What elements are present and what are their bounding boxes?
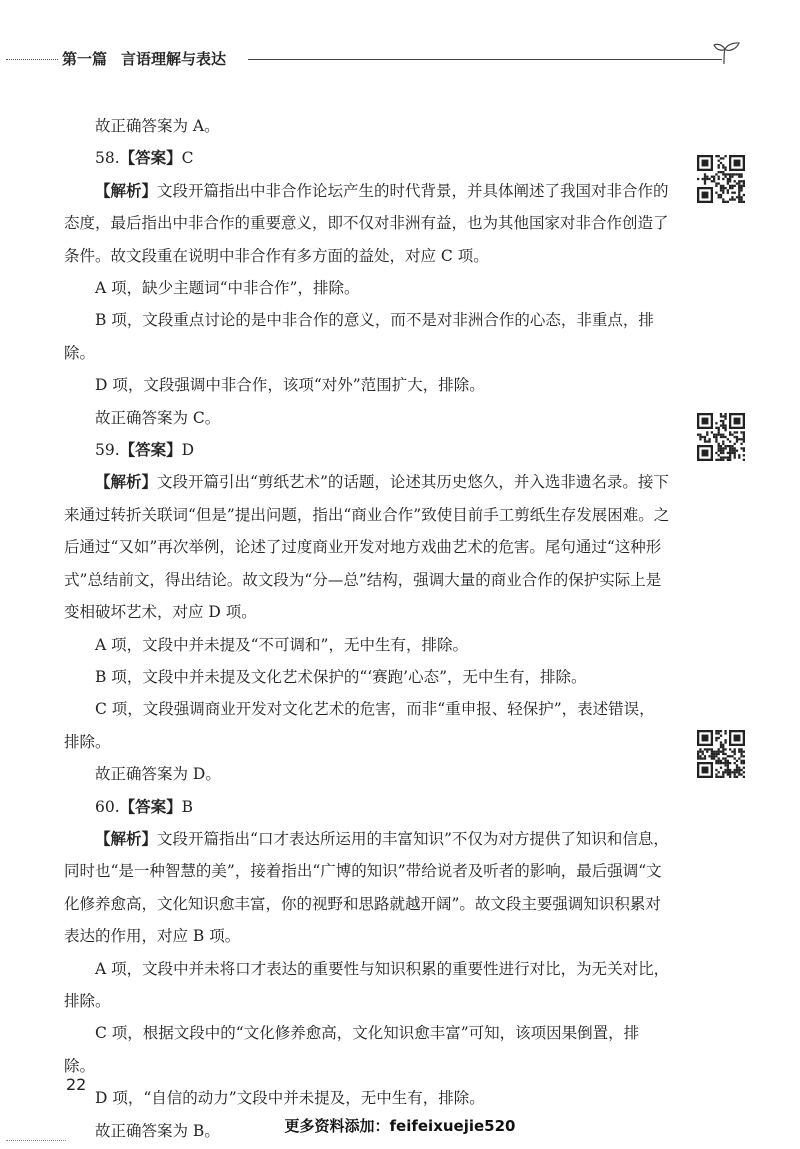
- answer-label: 【答案】: [119, 149, 182, 168]
- question-number: 60.: [95, 797, 120, 816]
- answer-choice: C: [181, 149, 194, 168]
- analysis-text: 文段开篇指出“口才表达所运用的丰富知识”不仅为对方提供了知识和信息，同时也“是一种智慧的美”，接着指出“广博的知识”带给说者及听者的影响，最后强调“文化修养愈高，文化知识愈丰富，你的视野和思路就越开阔”。故文段主要强调知识积累对表达的作用，对应 B 项。: [64, 829, 669, 946]
- chapter-title: 言语理解与表达: [121, 50, 227, 68]
- answer-label: 【答案】: [119, 797, 182, 816]
- option-line: 故正确答案为 C。: [95, 408, 221, 427]
- page-number: 22: [66, 1075, 87, 1094]
- header-dotted-rule: [6, 59, 58, 60]
- answer-label: 【答案】: [119, 441, 182, 460]
- answer-choice: B: [181, 797, 194, 816]
- part-label: 第一篇: [62, 50, 108, 68]
- analysis-label: 【解析】: [95, 473, 158, 492]
- qr-code-icon[interactable]: [697, 155, 745, 203]
- option-line: B 项，文段中并未提及文化艺术保护的“‘赛跑’心态”，无中生有，排除。: [95, 667, 587, 686]
- answer-explanations: [64, 110, 670, 1147]
- analysis-label: 【解析】: [95, 181, 158, 200]
- analysis-paragraph: [64, 175, 670, 272]
- footer-note: [0, 1115, 800, 1136]
- option-line: D 项，“自信的动力”文段中并未提及，无中生有，排除。: [95, 1089, 485, 1108]
- answer-line: [64, 791, 670, 823]
- sprout-icon: [712, 40, 742, 66]
- answer-line: [64, 142, 670, 174]
- option-line: 故正确答案为 D。: [95, 765, 221, 784]
- question-number: 59.: [95, 441, 120, 460]
- option-line: D 项，文段强调中非合作，该项“对外”范围扩大，排除。: [95, 376, 485, 395]
- analysis-label: 【解析】: [95, 829, 158, 848]
- option-line: B 项，文段重点讨论的是中非合作的意义，而不是对非洲合作的心态，非重点，排除。: [64, 311, 654, 362]
- option-line: 故正确答案为 A。: [95, 117, 220, 135]
- analysis-text: 文段开篇引出“剪纸艺术”的话题，论述其历史悠久，并入选非遗名录。接下来通过转折关联词“但是”提出问题，指出“商业合作”致使目前手工剪纸生存发展困难。之后通过“又如”再次举例，论述了过度商业开发对地方戏曲艺术的危害。尾句通过“这种形式”总结前文，得出结论。故文段为“分—总”结构，强调大量的商业合作的保护实际上是变相破坏艺术，对应 D 项。: [64, 473, 670, 622]
- analysis-text: 文段开篇指出中非合作论坛产生的时代背景，并具体阐述了我国对非合作的态度，最后指出中非合作的重要意义，即不仅对非洲有益，也为其他国家对非合作创造了条件。故文段重在说明中非合作有多方面的益处，对应 C 项。: [64, 181, 669, 265]
- option-line: A 项，文段中并未将口才表达的重要性与知识积累的重要性进行对比，为无关对比，排除。: [64, 959, 670, 1010]
- bottom-dotted-rule: [6, 1140, 66, 1141]
- footer-label: 更多资料添加：: [284, 1117, 390, 1135]
- option-line: C 项，文段强调商业开发对文化艺术的危害，而非“重申报、轻保护”，表述错误，排除。: [64, 700, 655, 751]
- analysis-paragraph: [64, 823, 670, 953]
- option-line: A 项，文段中并未提及“不可调和”，无中生有，排除。: [95, 635, 468, 654]
- footer-contact: feifeixuejie520: [389, 1117, 516, 1135]
- option-line: C 项，根据文段中的“文化修养愈高，文化知识愈丰富”可知，该项因果倒置，排除。: [64, 1024, 640, 1075]
- qr-code-icon[interactable]: [697, 730, 745, 778]
- answer-line: [64, 434, 670, 466]
- chapter-heading: [62, 48, 226, 69]
- running-header: [0, 40, 800, 70]
- option-line: 故正确答案为 B。: [95, 1121, 220, 1140]
- analysis-paragraph: [64, 466, 670, 628]
- qr-code-icon[interactable]: [697, 413, 745, 461]
- answer-choice: D: [181, 441, 195, 460]
- header-rule: [248, 59, 722, 60]
- question-number: 58.: [95, 149, 120, 168]
- option-line: A 项，缺少主题词“中非合作”，排除。: [95, 279, 360, 298]
